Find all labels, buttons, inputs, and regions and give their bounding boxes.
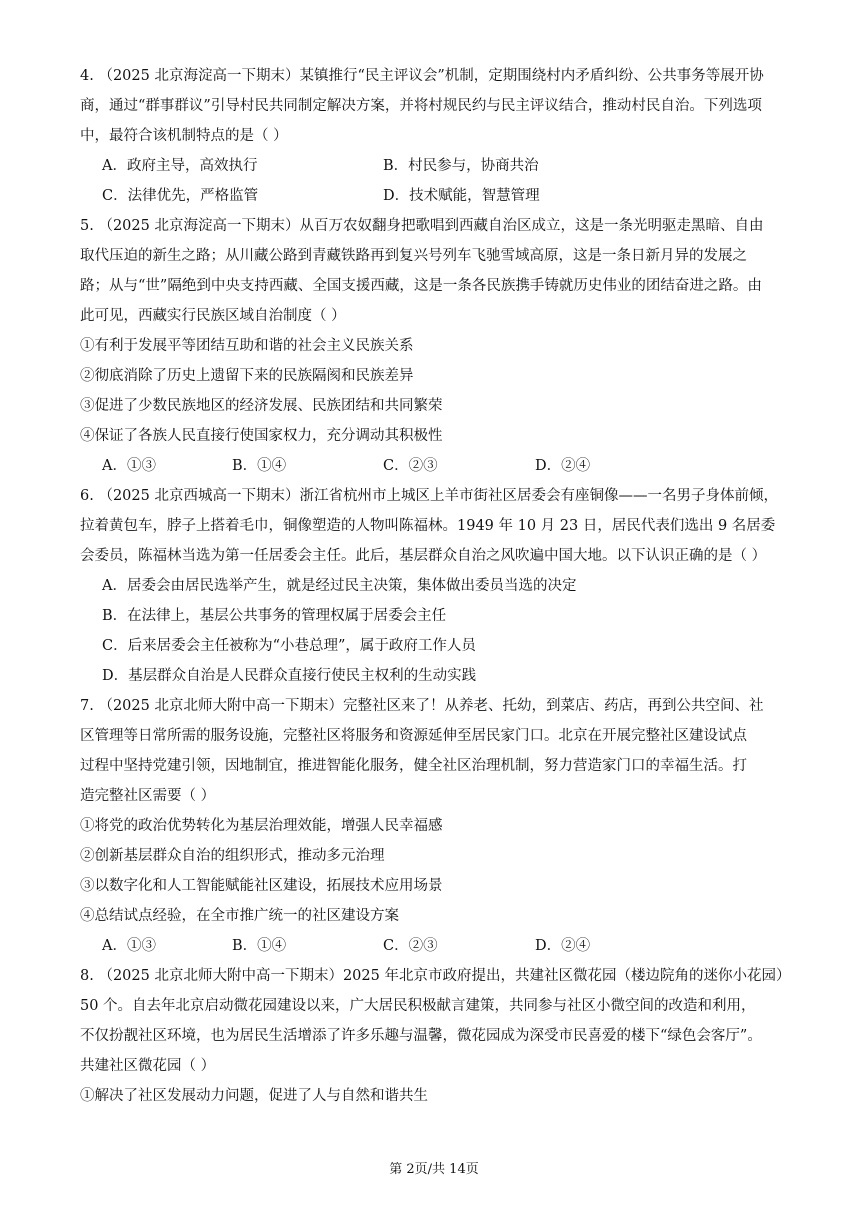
q4-text-line-1: 4. （2025 北京海淀高一下期末）某镇推行“民主评议会”机制，定期围绕村内矛盾纠纷、公共事务等展开协 <box>80 68 764 84</box>
q6-option-b: B．在法律上，基层公共事务的管理权属于居委会主任 <box>102 608 447 624</box>
q4-text-line-3: 中，最符合该机制特点的是（ ） <box>80 128 288 144</box>
q5-option-b: B．①④ <box>232 458 287 474</box>
q5-statement-1: ①有利于发展平等团结互助和谐的社会主义民族关系 <box>80 338 414 354</box>
q6-option-a: A．居委会由居民选举产生，就是经过民主决策，集体做出委员当选的决定 <box>102 578 577 594</box>
q5-text-line-1: 5. （2025 北京海淀高一下期末）从百万农奴翻身把歌唱到西藏自治区成立，这是一条光明驱走黑暗、自由 <box>80 218 764 234</box>
q7-option-b: B．①④ <box>232 938 287 954</box>
q5-option-a: A．①③ <box>102 458 156 474</box>
q5-statement-4: ④保证了各族人民直接行使国家权力，充分调动其积极性 <box>80 428 443 444</box>
q5-text-line-4: 此可见，西藏实行民族区域自治制度（ ） <box>80 308 346 324</box>
q7-statement-2: ②创新基层群众自治的组织形式，推动多元治理 <box>80 848 385 864</box>
q5-statement-2: ②彻底消除了历史上遗留下来的民族隔阂和民族差异 <box>80 368 414 384</box>
q8-text-line-1: 8. （2025 北京北师大附中高一下期末）2025 年北京市政府提出，共建社区微花园（楼边院角的迷你小花园） <box>80 968 791 984</box>
q4-option-a: A．政府主导，高效执行 <box>102 158 258 174</box>
q6-text-line-1: 6. （2025 北京西城高一下期末）浙江省杭州市上城区上羊市街社区居委会有座铜像——一名男子身体前倾， <box>80 488 778 504</box>
q4-option-d: D．技术赋能，智慧管理 <box>383 188 540 204</box>
q7-option-a: A．①③ <box>102 938 156 954</box>
q6-option-c: C．后来居委会主任被称为“小巷总理”，属于政府工作人员 <box>102 638 476 654</box>
q8-text-line-3: 不仅扮靓社区环境，也为居民生活增添了许多乐趣与温馨，微花园成为深受市民喜爱的楼下“绿色会客厅”。 <box>80 1028 762 1044</box>
q7-option-d: D．②④ <box>535 938 591 954</box>
q4-text-line-2: 商，通过“群事群议”引导村民共同制定解决方案，并将村规民约与民主评议结合，推动村民自治。下列选项 <box>80 98 762 114</box>
q4-option-b: B．村民参与，协商共治 <box>383 158 539 174</box>
q6-option-d: D．基层群众自治是人民群众直接行使民主权利的生动实践 <box>102 668 477 684</box>
q7-statement-3: ③以数字化和人工智能赋能社区建设，拓展技术应用场景 <box>80 878 443 894</box>
q5-option-d: D．②④ <box>535 458 591 474</box>
page-number-footer: 第 2页/共 14页 <box>389 1162 479 1177</box>
q6-text-line-3: 会委员，陈福林当选为第一任居委会主任。此后，基层群众自治之风吹遍中国大地。以下认识正确的是（ ） <box>80 548 767 564</box>
q7-text-line-1: 7. （2025 北京北师大附中高一下期末）完整社区来了！从养老、托幼，到菜店、药店，再到公共空间、社 <box>80 698 764 714</box>
q5-text-line-3: 路；从与“世”隔绝到中央支持西藏、全国支援西藏，这是一条各民族携手铸就历史伟业的团结奋进之路。由 <box>80 278 762 294</box>
q7-statement-1: ①将党的政治优势转化为基层治理效能，增强人民幸福感 <box>80 818 443 834</box>
q7-text-line-2: 区管理等日常所需的服务设施，完整社区将服务和资源延伸至居民家门口。北京在开展完整社区建设试点 <box>80 728 747 744</box>
q7-option-c: C．②③ <box>383 938 438 954</box>
q8-text-line-2: 50 个。自去年北京启动微花园建设以来，广大居民积极献言建策，共同参与社区小微空间的改造和利用， <box>80 998 756 1014</box>
q5-option-c: C．②③ <box>383 458 438 474</box>
q8-text-line-4: 共建社区微花园（ ） <box>80 1058 216 1074</box>
q7-statement-4: ④总结试点经验，在全市推广统一的社区建设方案 <box>80 908 399 924</box>
q7-text-line-3: 过程中坚持党建引领，因地制宜，推进智能化服务，健全社区治理机制，努力营造家门口的幸福生活。打 <box>80 758 747 774</box>
q6-text-line-2: 拉着黄包车，脖子上搭着毛巾，铜像塑造的人物叫陈福林。1949 年 10 月 23 日，居民代表们选出 9 名居委 <box>80 518 776 534</box>
q4-option-c: C．法律优先，严格监管 <box>102 188 259 204</box>
q5-text-line-2: 取代压迫的新生之路；从川藏公路到青藏铁路再到复兴号列车飞驰雪域高原，这是一条日新月异的发展之 <box>80 248 747 264</box>
q8-statement-1: ①解决了社区发展动力问题，促进了人与自然和谐共生 <box>80 1088 428 1104</box>
q7-text-line-4: 造完整社区需要（ ） <box>80 788 216 804</box>
q5-statement-3: ③促进了少数民族地区的经济发展、民族团结和共同繁荣 <box>80 398 443 414</box>
